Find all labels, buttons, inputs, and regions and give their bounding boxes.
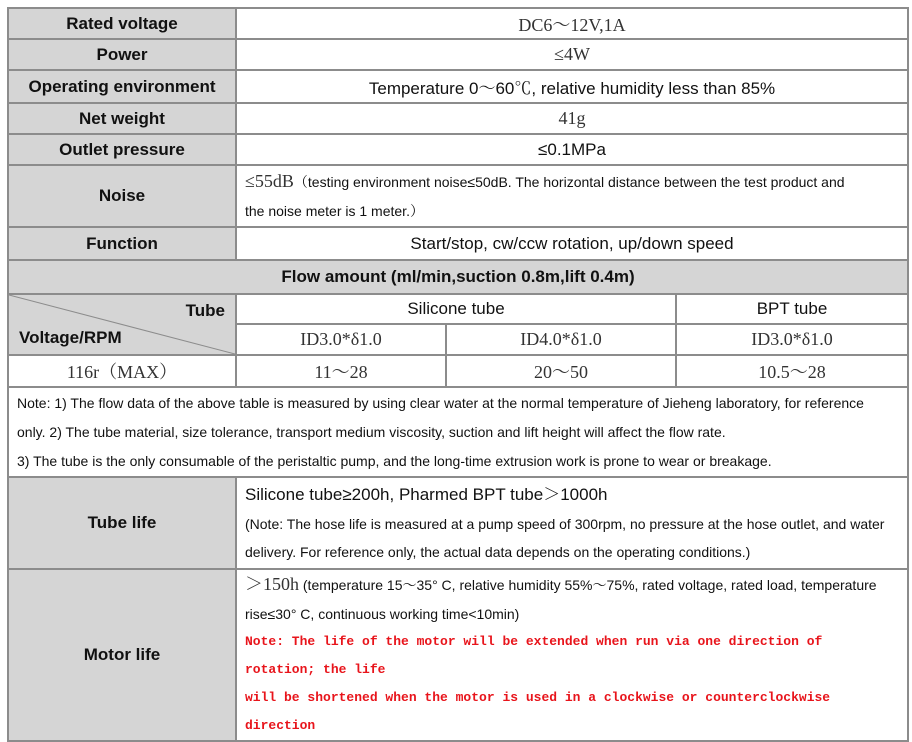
- row-power: [8, 39, 908, 70]
- outlet-pressure-label: Outlet pressure: [8, 134, 236, 165]
- row-operating-environment: [8, 70, 908, 103]
- row-flow-title: [8, 260, 908, 294]
- tube-life-value: Silicone tube≥200h, Pharmed BPT tube＞1000h: [245, 485, 608, 504]
- tube-life-label: Tube life: [8, 477, 236, 569]
- note-line-1: Note: 1) The flow data of the above table is measured by using clear water at the normal temperature of Jieheng laboratory, for reference: [17, 394, 864, 411]
- motor-life-detail-2: rise≤30° C, continuous working time<10min): [245, 606, 520, 622]
- noise-note-2: the noise meter is 1 meter.）: [245, 203, 424, 219]
- motor-life-cell: [236, 569, 908, 741]
- rated-voltage-value: DC6～12V,1A: [236, 8, 908, 39]
- function-label: Function: [8, 227, 236, 260]
- noise-label: Noise: [8, 165, 236, 227]
- operating-environment-label: Operating environment: [8, 70, 236, 103]
- motor-life-red-note-1: Note: The life of the motor will be extended when run via one direction of rotation; the life: [245, 634, 823, 677]
- outlet-pressure-value: ≤0.1MPa: [236, 134, 908, 165]
- silicone-tube-header: Silicone tube: [236, 294, 676, 324]
- flow-title: Flow amount (ml/min,suction 0.8m,lift 0.4m): [8, 260, 908, 294]
- flow-value-3: 10.5～28: [676, 355, 908, 387]
- notes-cell: [8, 387, 908, 477]
- row-rated-voltage: [8, 8, 908, 39]
- bpt-tube-header: BPT tube: [676, 294, 908, 324]
- noise-value: ≤55dB: [245, 171, 294, 191]
- row-noise: [8, 165, 908, 227]
- row-notes: [8, 387, 908, 477]
- size-silicone-1: ID3.0*δ1.0: [236, 324, 446, 355]
- row-tube-life: [8, 477, 908, 569]
- rpm-value: 116r（MAX）: [8, 355, 236, 387]
- tube-life-cell: [236, 477, 908, 569]
- flow-header-diagonal: [8, 294, 236, 355]
- motor-life-value: ＞150h: [245, 574, 299, 594]
- flow-value-2: 20～50: [446, 355, 676, 387]
- note-line-3: 3) The tube is the only consumable of the peristaltic pump, and the long-time extrusion work is prone to wear or breakage.: [17, 452, 772, 469]
- net-weight-value: 41g: [236, 103, 908, 134]
- row-net-weight: [8, 103, 908, 134]
- noise-note-1: （testing environment noise≤50dB. The horizontal distance between the test product and: [293, 174, 845, 190]
- spec-table: [7, 7, 909, 742]
- tube-life-note-2: delivery. For reference only, the actual data depends on the operating conditions.): [245, 544, 751, 560]
- rated-voltage-label: Rated voltage: [8, 8, 236, 39]
- size-silicone-2: ID4.0*δ1.0: [446, 324, 676, 355]
- tube-life-note-1: (Note: The hose life is measured at a pump speed of 300rpm, no pressure at the hose outlet, and water: [245, 516, 885, 532]
- row-flow-tubes: [8, 294, 908, 324]
- row-motor-life: [8, 569, 908, 741]
- noise-cell: [236, 165, 908, 227]
- motor-life-red-note-2: will be shortened when the motor is used in a clockwise or counterclockwise direction: [245, 690, 831, 733]
- row-outlet-pressure: [8, 134, 908, 165]
- row-function: [8, 227, 908, 260]
- net-weight-label: Net weight: [8, 103, 236, 134]
- size-bpt: ID3.0*δ1.0: [676, 324, 908, 355]
- operating-environment-value: Temperature 0～60℃, relative humidity less than 85%: [236, 70, 908, 103]
- motor-life-label: Motor life: [8, 569, 236, 741]
- flow-value-1: 11～28: [236, 355, 446, 387]
- motor-life-detail-1: (temperature 15～35° C, relative humidity 55%～75%, rated voltage, rated load, temperature: [299, 577, 877, 593]
- tube-header: Tube: [185, 301, 225, 320]
- note-line-2: only. 2) The tube material, size tolerance, transport medium viscosity, suction and lift height will affect the flow rate.: [17, 423, 726, 440]
- function-value: Start/stop, cw/ccw rotation, up/down speed: [236, 227, 908, 260]
- power-label: Power: [8, 39, 236, 70]
- voltage-rpm-header: Voltage/RPM: [19, 328, 122, 347]
- row-flow-values: [8, 355, 908, 387]
- power-value: ≤4W: [236, 39, 908, 70]
